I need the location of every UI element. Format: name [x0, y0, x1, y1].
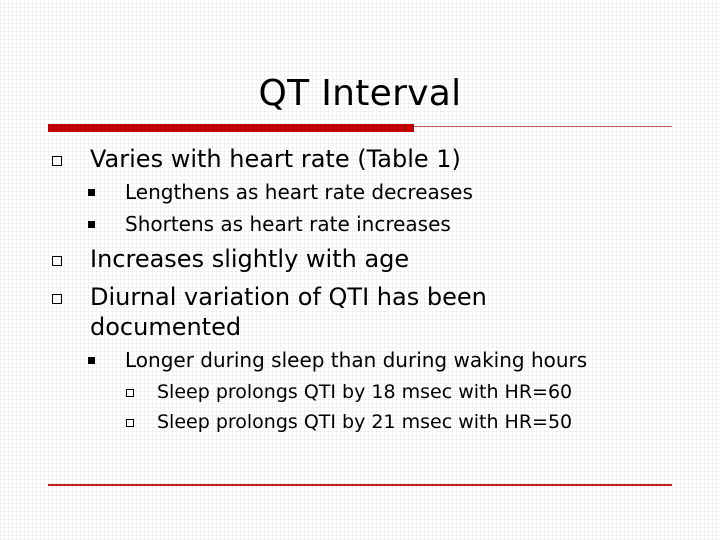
footer-rule [48, 484, 672, 486]
filled-square-icon [88, 221, 95, 228]
hollow-square-icon [52, 294, 62, 304]
filled-square-icon [88, 189, 95, 196]
bullet-diurnal-variation: Diurnal variation of QTI has been [90, 283, 487, 311]
bullet-varies-heart-rate: Varies with heart rate (Table 1) [90, 145, 461, 173]
bullet-diurnal-variation-continued: documented [90, 313, 242, 341]
hollow-square-icon [126, 419, 134, 427]
hollow-square-icon [52, 256, 62, 266]
slide-title: QT Interval [258, 73, 462, 114]
bullet-shortens: Shortens as heart rate increases [125, 212, 451, 236]
title-underline-rule [414, 126, 672, 127]
filled-square-icon [88, 357, 95, 364]
bullet-increases-age: Increases slightly with age [90, 245, 410, 273]
hollow-square-icon [126, 389, 134, 397]
bullet-longer-sleep: Longer during sleep than during waking hours [125, 348, 588, 372]
bullet-sleep-hr50: Sleep prolongs QTI by 21 msec with HR=50 [157, 411, 573, 433]
hollow-square-icon [52, 156, 62, 166]
bullet-sleep-hr60: Sleep prolongs QTI by 18 msec with HR=60 [157, 381, 573, 403]
bullet-lengthens: Lengthens as heart rate decreases [125, 180, 473, 204]
title-underline-accent [48, 124, 414, 132]
